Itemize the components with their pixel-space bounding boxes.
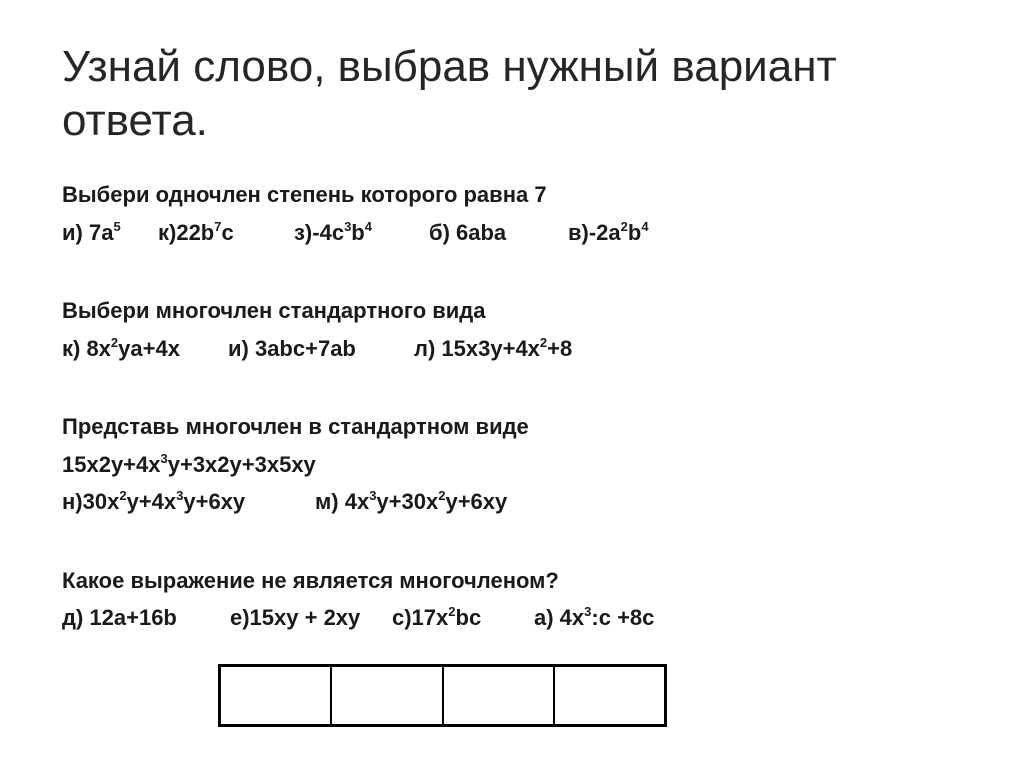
expr-text: :c +8c bbox=[591, 605, 655, 630]
exponent: 2 bbox=[119, 488, 127, 503]
exponent: 2 bbox=[438, 488, 446, 503]
exponent: 2 bbox=[448, 604, 456, 619]
expr-text: с)17x bbox=[392, 605, 449, 630]
spacer bbox=[62, 367, 962, 408]
q2-option-2 bbox=[228, 330, 414, 368]
exponent: 2 bbox=[539, 334, 548, 350]
q4-option-3 bbox=[392, 599, 534, 637]
spacer bbox=[62, 251, 962, 292]
exponent: 2 bbox=[110, 334, 119, 350]
expr-text: и) 7a bbox=[62, 219, 114, 245]
q1-option-5 bbox=[568, 214, 649, 252]
expr-text: y+30x bbox=[376, 489, 439, 514]
expr-text: 15x2y+4x bbox=[62, 451, 161, 477]
q3-option-1 bbox=[62, 483, 315, 521]
expr-text: к) 8x bbox=[62, 335, 111, 361]
exponent: 3 bbox=[344, 218, 352, 234]
expr-text: b bbox=[351, 219, 365, 245]
q1-option-2 bbox=[158, 214, 294, 252]
expr-text: м) 4x bbox=[315, 489, 370, 514]
expr-text: bc bbox=[455, 605, 482, 630]
q4-option-1 bbox=[62, 599, 230, 637]
exponent: 4 bbox=[364, 218, 372, 234]
expr-text: к)22b bbox=[158, 219, 215, 245]
exponent: 5 bbox=[113, 218, 121, 234]
exponent: 7 bbox=[214, 218, 222, 234]
expr-text: з)-4c bbox=[294, 219, 345, 245]
expr-text: y+3x2y+3x5xy bbox=[167, 451, 316, 477]
expr-text: в)-2a bbox=[568, 219, 621, 245]
answer-cell[interactable] bbox=[221, 667, 332, 724]
q1-option-4 bbox=[429, 214, 568, 252]
questions bbox=[62, 176, 962, 637]
q3-expression bbox=[62, 446, 962, 484]
answer-grid bbox=[218, 664, 667, 727]
expr-text: д) 12a+16b bbox=[62, 605, 177, 630]
expr-text: y+6xy bbox=[445, 489, 508, 514]
q4-option-4 bbox=[534, 599, 654, 637]
q4-options bbox=[62, 599, 962, 637]
expr-text: н)30x bbox=[62, 489, 120, 514]
expr-text: ya+4x bbox=[118, 335, 180, 361]
spacer bbox=[62, 521, 962, 562]
expr-text: а) 4x bbox=[534, 605, 585, 630]
q4-option-2 bbox=[230, 599, 392, 637]
answer-cell[interactable] bbox=[555, 667, 664, 724]
answer-cell[interactable] bbox=[444, 667, 555, 724]
answer-cell[interactable] bbox=[332, 667, 443, 724]
q3-option-2 bbox=[315, 483, 507, 521]
q1-question: Выбери одночлен степень которого равна 7 bbox=[62, 182, 547, 207]
exponent: 3 bbox=[584, 604, 592, 619]
q2-options bbox=[62, 330, 962, 368]
expr-text: c bbox=[221, 219, 234, 245]
expr-text: и) 3abc+7ab bbox=[228, 335, 356, 361]
expr-text: b bbox=[627, 219, 642, 245]
q1-options bbox=[62, 214, 962, 252]
q2-option-3 bbox=[414, 330, 572, 368]
q3-question: Представь многочлен в стандартном виде bbox=[62, 414, 529, 439]
q2-question: Выбери многочлен стандартного вида bbox=[62, 298, 486, 323]
slide-title: Узнай слово, выбрав нужный вариант ответа. bbox=[62, 42, 837, 145]
exponent: 4 bbox=[641, 218, 649, 234]
exponent: 3 bbox=[160, 450, 168, 466]
q3-options bbox=[62, 483, 962, 521]
q2-option-1 bbox=[62, 330, 228, 368]
exponent: 3 bbox=[176, 488, 184, 503]
q1-option-3 bbox=[294, 214, 429, 252]
exponent: 2 bbox=[620, 218, 628, 234]
exponent: 3 bbox=[369, 488, 377, 503]
q4-question: Какое выражение не является многочленом? bbox=[62, 567, 559, 593]
expr-text: б) 6aba bbox=[429, 219, 507, 245]
expr-text: +8 bbox=[547, 335, 573, 361]
expr-text: y+4x bbox=[126, 489, 177, 514]
expr-text: y+6xy bbox=[183, 489, 246, 514]
expr-text: е)15xy + 2xy bbox=[230, 605, 361, 630]
q1-option-1 bbox=[62, 214, 158, 252]
expr-text: л) 15x3y+4x bbox=[414, 335, 540, 361]
